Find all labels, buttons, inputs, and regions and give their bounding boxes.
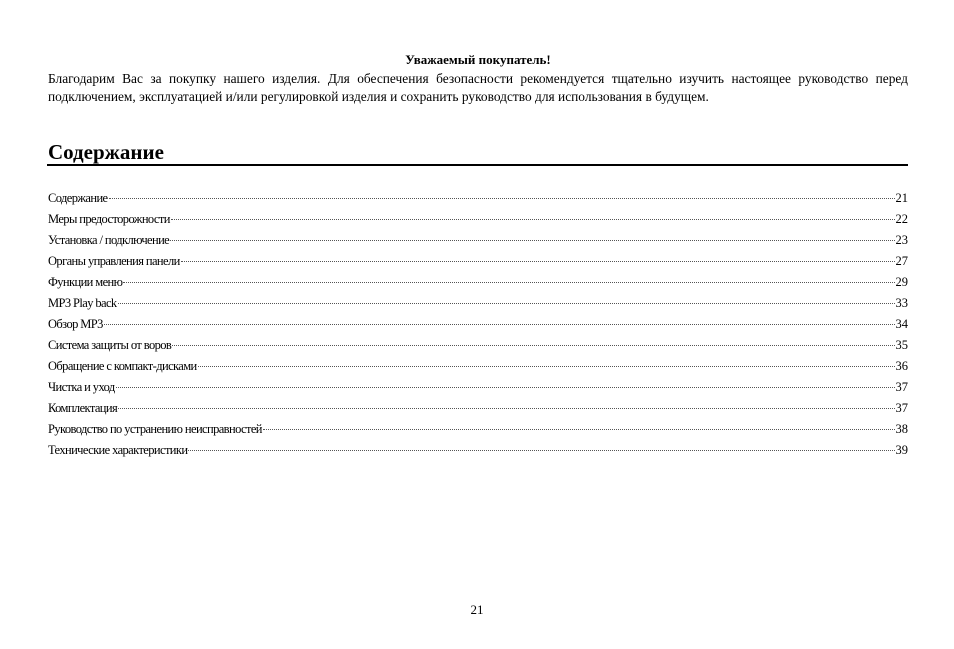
greeting-heading: Уважаемый покупатель! [405,52,551,67]
toc-entry-title: Технические характеристики [48,443,188,457]
toc-dot-leader [181,261,895,262]
intro-paragraph: Благодарим Вас за покупку нашего изделия. Для обеспечения безопасности рекомендуется тщательно изучить настоящее руководство перед подключением, эксплуатацией и/или регулировкой изделия и сохранить руководство для использования в будущем. [48,71,908,104]
toc-dot-leader [198,366,895,367]
toc-dot-leader [170,240,894,241]
toc-dot-leader [118,408,894,409]
toc-dot-leader [171,219,895,220]
table-of-contents [48,188,908,461]
toc-entry-title: Чистка и уход [48,380,115,394]
toc-entry-page: 29 [895,275,908,289]
toc-dot-leader [104,324,895,325]
toc-dot-leader [172,345,894,346]
toc-entry[interactable] [48,293,908,314]
toc-entry-page: 35 [895,338,908,352]
toc-entry-title: Комплектация [48,401,118,415]
toc-entry[interactable] [48,356,908,377]
toc-entry-title: Установка / подключение [48,233,170,247]
toc-entry-title: Органы управления панели [48,254,180,268]
toc-entry-page: 36 [895,359,908,373]
toc-dot-leader [188,450,894,451]
toc-dot-leader [109,198,895,199]
toc-entry-title: Меры предосторожности [48,212,170,226]
toc-entry-page: 37 [895,401,908,415]
toc-entry-page: 37 [895,380,908,394]
toc-entry[interactable] [48,398,908,419]
toc-dot-leader [118,303,895,304]
toc-entry[interactable] [48,335,908,356]
toc-entry[interactable] [48,230,908,251]
toc-entry-page: 27 [895,254,908,268]
heading-underline [47,164,908,166]
toc-entry-page: 21 [895,191,908,205]
toc-entry-title: Обращение с компакт-дисками [48,359,197,373]
toc-entry-page: 23 [895,233,908,247]
toc-entry-title: Система защиты от воров [48,338,172,352]
toc-entry-title: Руководство по устранению неисправностей [48,422,262,436]
toc-entry[interactable] [48,440,908,461]
toc-entry-page: 33 [895,296,908,310]
toc-entry[interactable] [48,188,908,209]
toc-entry[interactable] [48,209,908,230]
toc-entry[interactable] [48,377,908,398]
toc-entry-page: 38 [895,422,908,436]
toc-dot-leader [123,282,894,283]
toc-dot-leader [116,387,895,388]
toc-entry[interactable] [48,419,908,440]
toc-entry-page: 39 [895,443,908,457]
toc-entry-title: Содержание [48,191,108,205]
toc-dot-leader [263,429,895,430]
toc-entry-page: 34 [895,317,908,331]
toc-entry-title: MP3 Play back [48,296,117,310]
toc-entry-title: Функции меню [48,275,123,289]
toc-entry-page: 22 [895,212,908,226]
toc-entry[interactable] [48,314,908,335]
toc-entry[interactable] [48,251,908,272]
toc-entry-title: Обзор MP3 [48,317,103,331]
page-number: 21 [470,602,484,617]
toc-entry[interactable] [48,272,908,293]
toc-heading: Содержание [48,140,164,164]
